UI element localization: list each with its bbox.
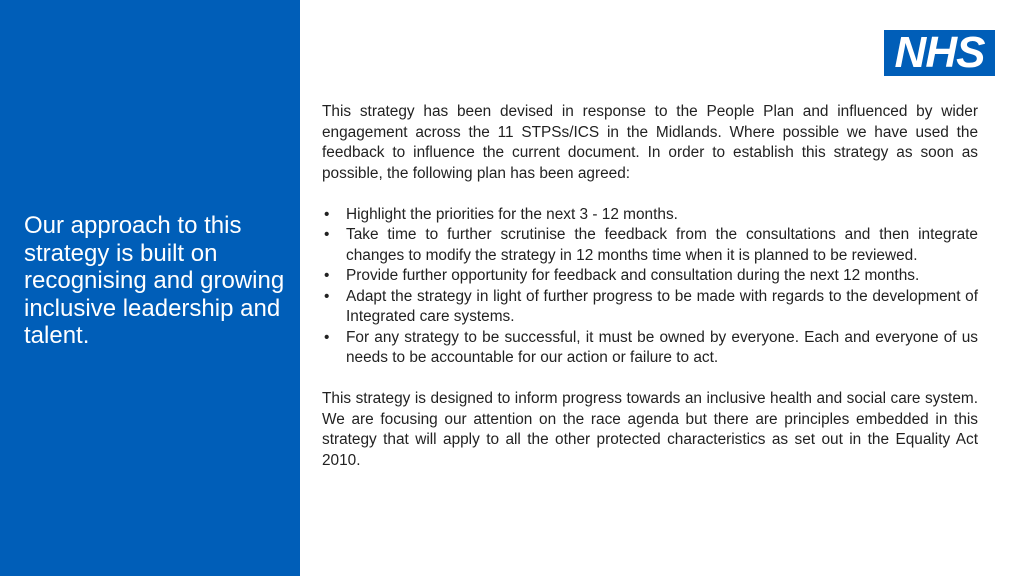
closing-paragraph: This strategy is designed to inform progress towards an inclusive health and social care system. We are focusing our attention on the race agenda but there are principles embedded in this strategy that will apply to all the other protected characteristics as set out in the Equality Act 2010. — [322, 390, 978, 469]
bullet-item: • Provide further opportunity for feedback and consultation during the next 12 months. — [322, 266, 978, 287]
main-content — [322, 102, 978, 471]
sidebar-heading: Our approach to this strategy is built on recognising and growing inclusive leadership and talent. — [24, 212, 285, 349]
intro-paragraph: This strategy has been devised in response to the People Plan and influenced by wider engagement across the 11 STPSs/ICS in the Midlands. Where possible we have used the feedback to influence the current document. In order to establish this strategy as soon as possible, the following plan has been agreed: — [322, 103, 978, 182]
bullet-item: • Adapt the strategy in light of further progress to be made with regards to the development of Integrated care systems. — [322, 287, 978, 328]
bullet-item: • Take time to further scrutinise the feedback from the consultations and then integrate changes to modify the strategy in 12 months time when it is planned to be reviewed. — [322, 225, 978, 266]
bullet-item: • Highlight the priorities for the next 3 - 12 months. — [322, 205, 978, 226]
bullet-item: • For any strategy to be successful, it must be owned by everyone. Each and everyone of us needs to be accountable for our action or failure to act. — [322, 328, 978, 369]
nhs-logo-text: NHS — [894, 28, 985, 77]
sidebar-panel — [0, 0, 300, 576]
plan-bullet-list — [322, 205, 978, 369]
nhs-logo — [884, 30, 995, 76]
